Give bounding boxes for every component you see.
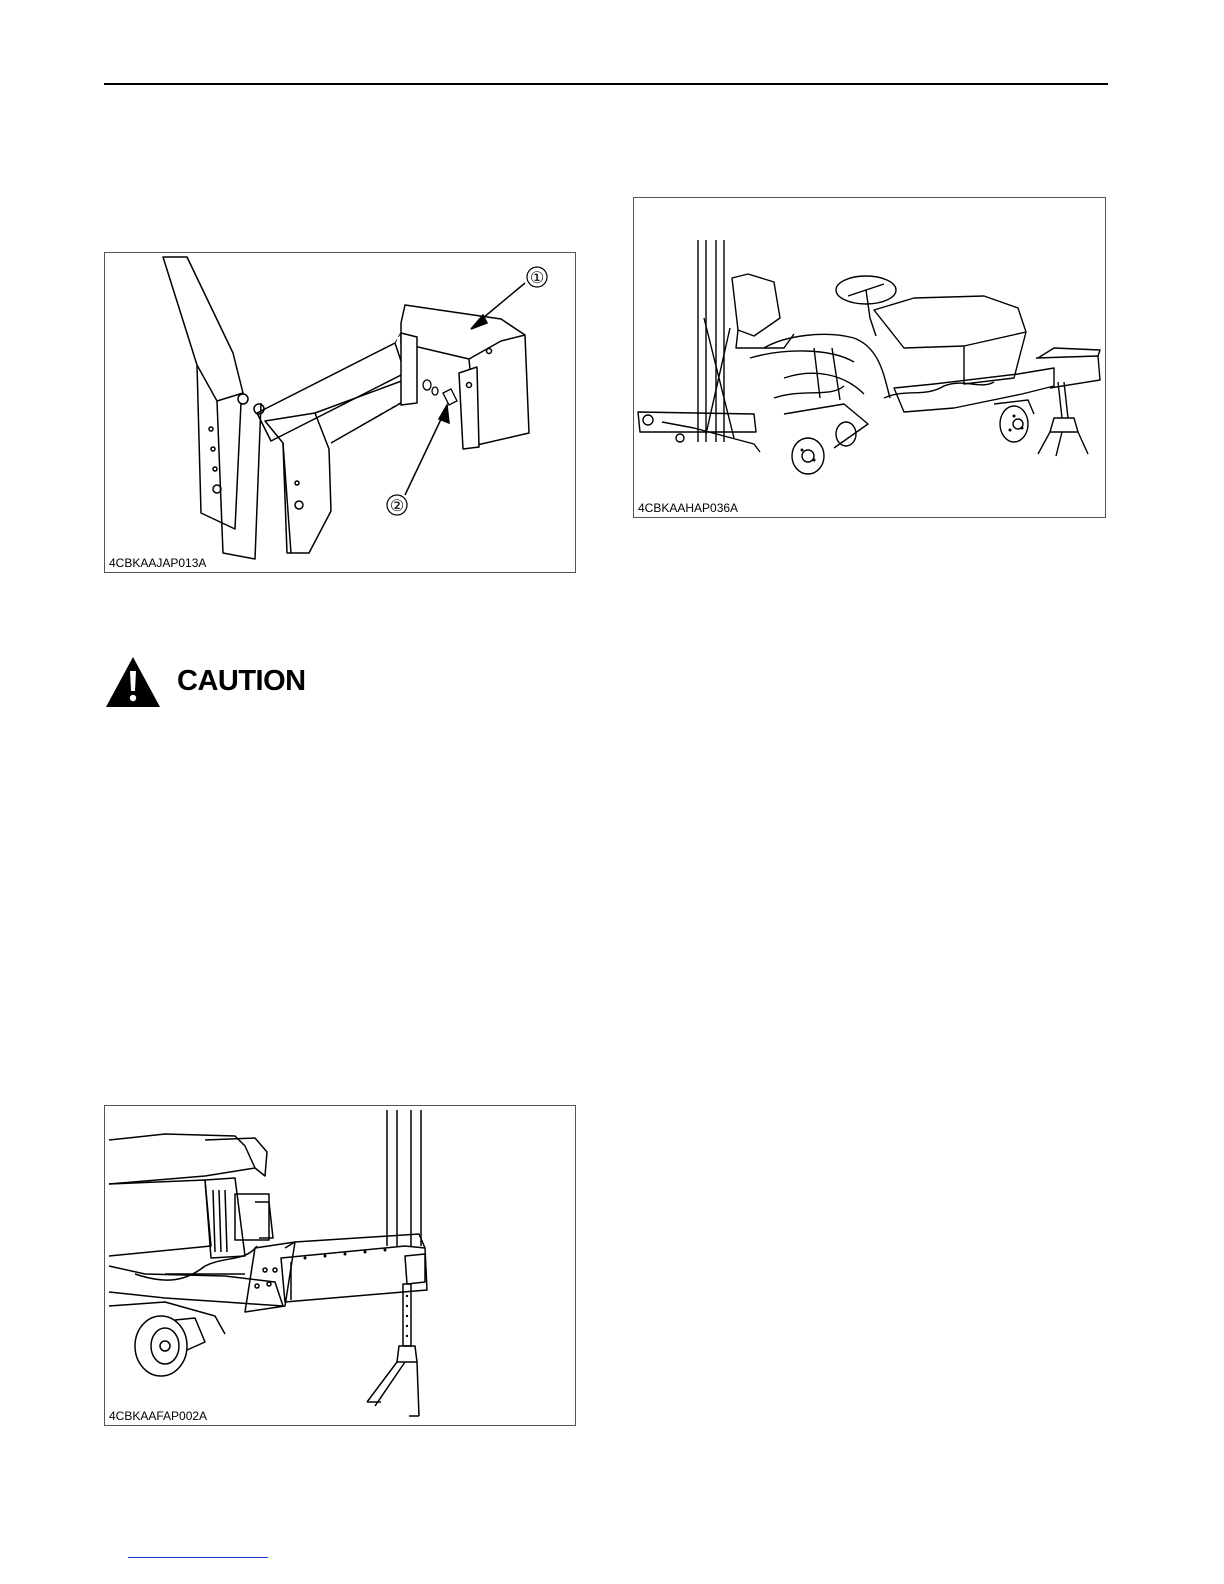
tractor-lift-illustration xyxy=(634,198,1106,518)
callout-2: ② xyxy=(389,498,405,515)
figure-hood-cover xyxy=(104,252,576,573)
figure-front-stand xyxy=(104,1105,576,1426)
callout-1: ① xyxy=(529,270,545,287)
figure-code: 4CBKAAFAP002A xyxy=(109,1409,208,1423)
figure-code: 4CBKAAHAP036A xyxy=(638,501,739,515)
caution-heading: CAUTION xyxy=(177,665,306,697)
caution-block xyxy=(104,655,364,709)
warning-triangle-icon xyxy=(104,655,162,709)
figure-code: 4CBKAAJAP013A xyxy=(109,556,207,570)
hood-cover-illustration xyxy=(105,253,576,573)
figure-tractor-lift xyxy=(633,197,1106,518)
header-rule xyxy=(104,83,1108,85)
footer-link-underline[interactable] xyxy=(128,1557,268,1558)
front-stand-illustration xyxy=(105,1106,576,1426)
